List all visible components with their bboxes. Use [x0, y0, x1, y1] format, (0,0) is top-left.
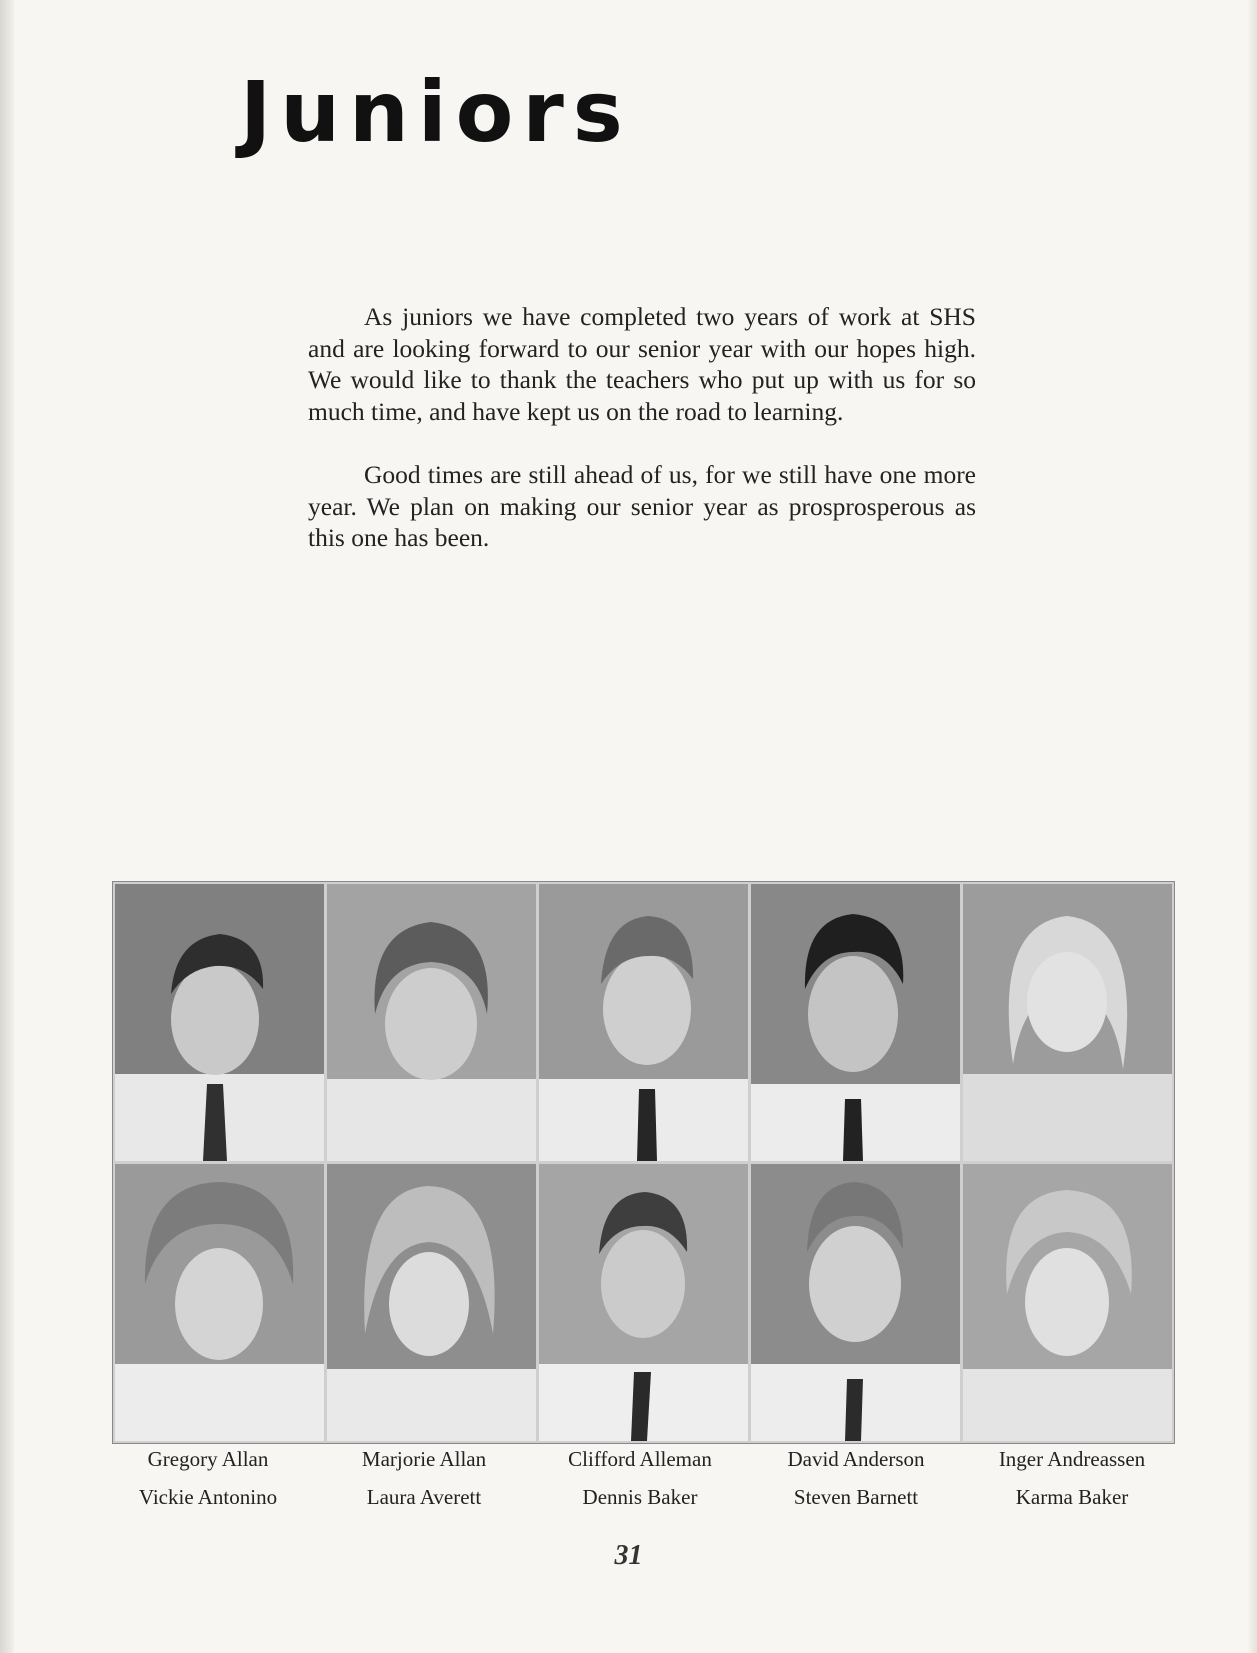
- portrait-grid: [112, 881, 1175, 1444]
- page-title: Juniors: [240, 63, 632, 161]
- portrait-dennis-baker: [539, 1164, 748, 1441]
- page-edge-left: [0, 0, 14, 1653]
- portrait-david-anderson: [751, 884, 960, 1161]
- portrait-inger-andreassen: [963, 884, 1172, 1161]
- intro-text: [308, 301, 976, 586]
- caption-row1-col1: Gregory Allan: [147, 1447, 269, 1471]
- portrait-marjorie-allan: [327, 884, 536, 1161]
- intro-paragraph-1: As juniors we have completed two years of work at SHS and are looking forward to our senior year with our hopes high. We would like to thank the teachers who put up with us for so much time, and have kept us on the road to learning.: [308, 302, 976, 426]
- portrait-steven-barnett: [751, 1164, 960, 1441]
- portrait-laura-averett: [327, 1164, 536, 1441]
- caption-row1-col5: Inger Andreassen: [998, 1447, 1146, 1471]
- portrait-clifford-alleman: [539, 884, 748, 1161]
- intro-paragraph-2: Good times are still ahead of us, for we still have one more year. We plan on making our senior year as prosprosperous as this one has been.: [308, 460, 976, 552]
- caption-row2-col3: Dennis Baker: [582, 1485, 698, 1509]
- caption-row2-col4: Steven Barnett: [793, 1485, 919, 1509]
- caption-row2-col2: Laura Averett: [366, 1485, 482, 1509]
- caption-row2-col5: Karma Baker: [1015, 1485, 1129, 1509]
- caption-row2-col1: Vickie Antonino: [138, 1485, 278, 1509]
- page-edge-right: [1247, 0, 1257, 1653]
- portrait-gregory-allan: [115, 884, 324, 1161]
- portrait-vickie-antonino: [115, 1164, 324, 1441]
- portrait-karma-baker: [963, 1164, 1172, 1441]
- page-number: 31: [614, 1540, 643, 1571]
- caption-row1-col2: Marjorie Allan: [361, 1447, 487, 1471]
- caption-row1-col3: Clifford Alleman: [568, 1447, 712, 1471]
- name-captions: [100, 1446, 1180, 1510]
- caption-row1-col4: David Anderson: [787, 1447, 925, 1471]
